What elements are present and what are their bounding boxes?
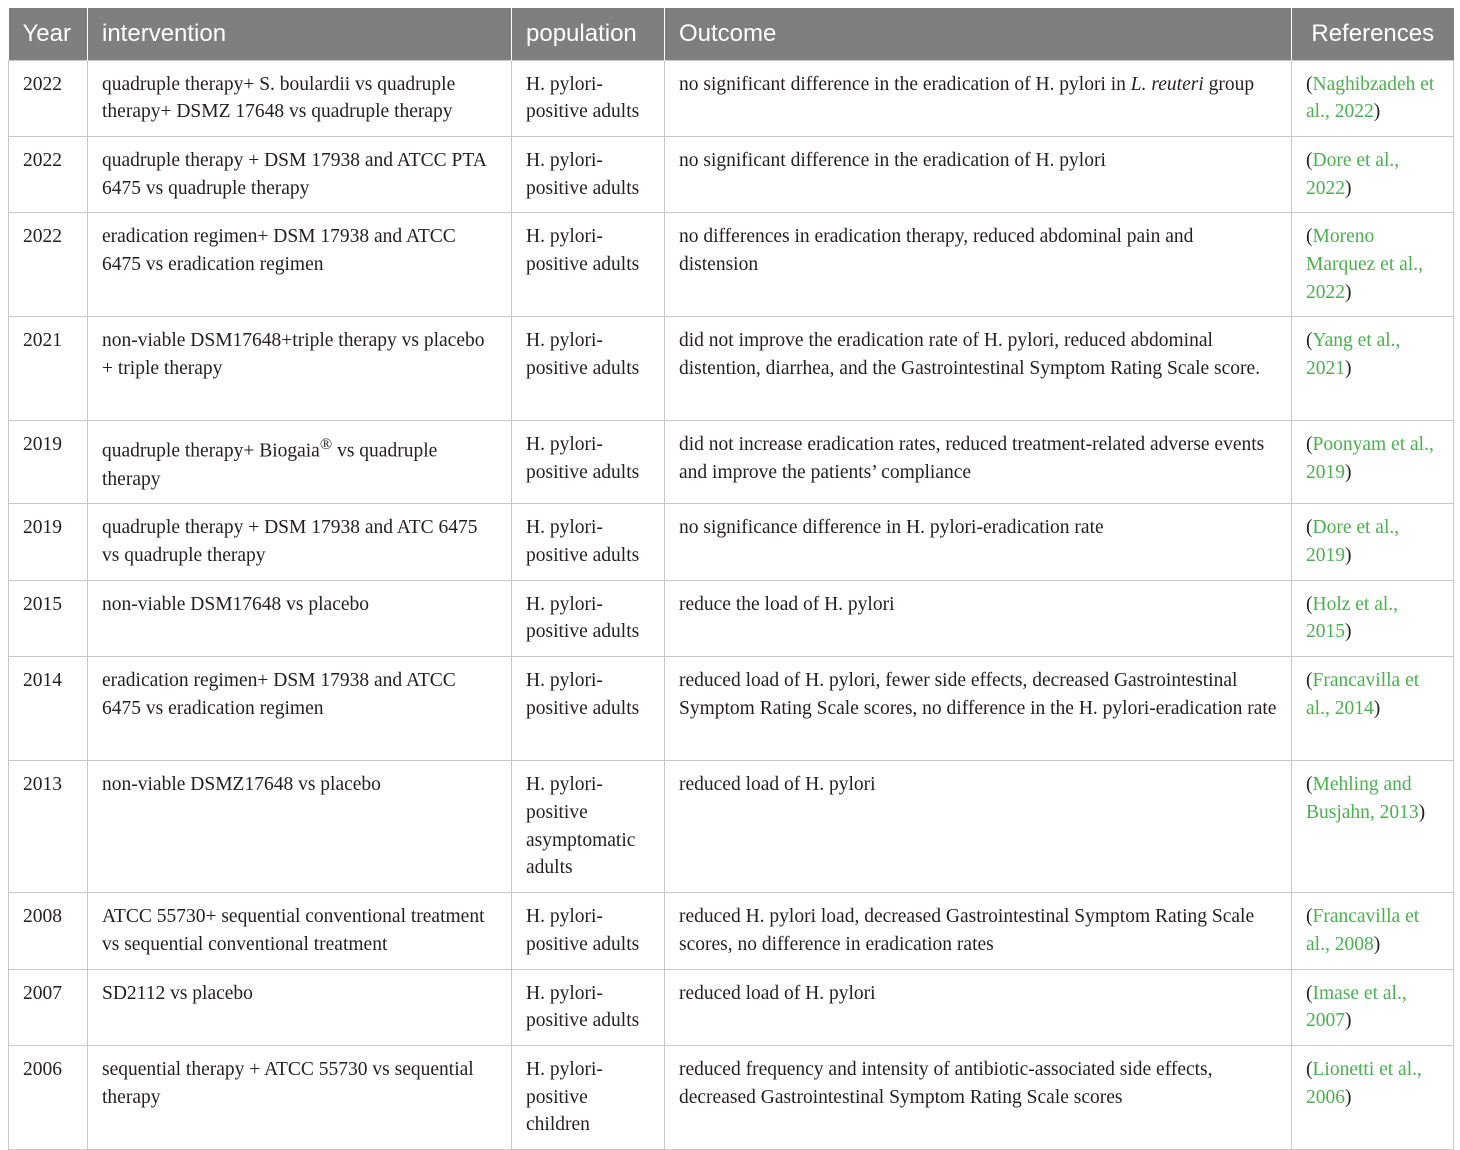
table-row [9, 761, 1454, 893]
outcome-cell [665, 1045, 1292, 1149]
outcome-text: reduced H. pylori load, decreased Gastrointestinal Symptom Rating Scale scores, no difference in eradication rates [679, 906, 1255, 955]
year-cell: 2022 [9, 60, 88, 136]
paren-open: ( [1306, 982, 1313, 1004]
intervention-cell [88, 421, 512, 504]
paren-open: ( [1306, 1058, 1313, 1080]
paren-open: ( [1306, 434, 1313, 456]
year-cell: 2019 [9, 421, 88, 504]
year-cell: 2013 [9, 761, 88, 893]
intervention-cell: eradication regimen+ DSM 17938 and ATCC 6475 vs eradication regimen [88, 213, 512, 317]
reference-link[interactable]: Dore et al., 2019 [1306, 517, 1400, 567]
paren-open: ( [1306, 670, 1313, 692]
year-cell: 2021 [9, 317, 88, 421]
outcome-text: no significant difference in the eradication of H. pylori in [679, 73, 1131, 95]
outcome-text: did not increase eradication rates, reduced treatment-related adverse events and improve the patients’ compliance [679, 434, 1265, 484]
header-year: Year [9, 8, 88, 60]
paren-open: ( [1306, 149, 1313, 171]
reference-link[interactable]: Yang et al., 2021 [1306, 330, 1401, 380]
intervention-cell: quadruple therapy + DSM 17938 and ATCC PTA 6475 vs quadruple therapy [88, 136, 512, 212]
year-cell: 2022 [9, 136, 88, 212]
intervention-cell: non-viable DSMZ17648 vs placebo [88, 761, 512, 893]
table-row [9, 969, 1454, 1045]
reference-cell [1292, 657, 1454, 761]
paren-close: ) [1418, 801, 1426, 823]
paren-close: ) [1345, 1010, 1352, 1032]
table-row [9, 1045, 1454, 1149]
population-cell: H. pylori-positive adults [512, 969, 665, 1045]
intervention-text: quadruple therapy+ Biogaia [102, 440, 320, 462]
paren-close: ) [1345, 545, 1352, 567]
population-cell: H. pylori-positive children [512, 1045, 665, 1149]
reference-cell [1292, 317, 1454, 421]
outcome-text: group [1203, 73, 1255, 95]
paren-close: ) [1373, 697, 1381, 719]
population-cell: H. pylori-positive adults [512, 657, 665, 761]
year-cell: 2022 [9, 213, 88, 317]
paren-open: ( [1306, 226, 1313, 248]
paren-open: ( [1306, 330, 1313, 352]
reference-cell [1292, 1045, 1454, 1149]
intervention-cell: quadruple therapy+ S. boulardii vs quadruple therapy+ DSMZ 17648 vs quadruple therapy [88, 60, 512, 136]
reference-link[interactable]: Francavilla et al., 2014 [1306, 670, 1420, 719]
paren-close: ) [1373, 101, 1381, 123]
population-cell: H. pylori-positive adults [512, 504, 665, 580]
table-row [9, 213, 1454, 317]
reference-link[interactable]: Mehling and Busjahn, 2013 [1306, 774, 1419, 823]
population-cell: H. pylori-positive adults [512, 60, 665, 136]
reference-cell [1292, 136, 1454, 212]
reference-cell [1292, 213, 1454, 317]
header-intervention: intervention [88, 8, 512, 60]
outcome-cell [665, 213, 1292, 317]
outcome-cell [665, 136, 1292, 212]
outcome-text: no significant difference in the eradication of H. pylori [679, 149, 1106, 171]
population-cell: H. pylori-positive adults [512, 421, 665, 504]
paren-close: ) [1345, 281, 1352, 303]
paren-close: ) [1345, 177, 1352, 199]
table-row [9, 421, 1454, 504]
intervention-cell: non-viable DSM17648+triple therapy vs placebo + triple therapy [88, 317, 512, 421]
header-population: population [512, 8, 665, 60]
reference-link[interactable]: Moreno Marquez et al., 2022 [1306, 226, 1423, 303]
population-cell: H. pylori-positive adults [512, 580, 665, 656]
reference-cell [1292, 580, 1454, 656]
paren-open: ( [1306, 593, 1313, 615]
header-references: References [1292, 8, 1454, 60]
outcome-text: no differences in eradication therapy, reduced abdominal pain and distension [679, 226, 1194, 276]
intervention-cell: sequential therapy + ATCC 55730 vs sequential therapy [88, 1045, 512, 1149]
table-row [9, 317, 1454, 421]
population-cell: H. pylori-positive asymptomatic adults [512, 761, 665, 893]
paren-open: ( [1306, 73, 1313, 95]
reference-link[interactable]: Lionetti et al., 2006 [1306, 1058, 1422, 1108]
reference-link[interactable]: Poonyam et al., 2019 [1306, 434, 1434, 484]
table-row [9, 580, 1454, 656]
outcome-cell [665, 657, 1292, 761]
paren-close: ) [1345, 462, 1352, 484]
paren-open: ( [1306, 774, 1313, 796]
reference-cell [1292, 893, 1454, 969]
table-row [9, 136, 1454, 212]
reference-link[interactable]: Holz et al., 2015 [1306, 593, 1399, 643]
intervention-cell: eradication regimen+ DSM 17938 and ATCC 6475 vs eradication regimen [88, 657, 512, 761]
reference-cell [1292, 969, 1454, 1045]
header-row [9, 8, 1454, 60]
outcome-cell [665, 761, 1292, 893]
outcome-cell [665, 317, 1292, 421]
year-cell: 2006 [9, 1045, 88, 1149]
population-cell: H. pylori-positive adults [512, 893, 665, 969]
intervention-cell: ATCC 55730+ sequential conventional treatment vs sequential conventional treatment [88, 893, 512, 969]
registered-mark: ® [319, 435, 333, 454]
paren-close: ) [1373, 933, 1381, 955]
reference-cell [1292, 60, 1454, 136]
intervention-cell: quadruple therapy + DSM 17938 and ATC 6475 vs quadruple therapy [88, 504, 512, 580]
table-row [9, 60, 1454, 136]
outcome-cell [665, 504, 1292, 580]
reference-link[interactable]: Dore et al., 2022 [1306, 149, 1400, 199]
outcome-text: no significance difference in H. pylori-eradication rate [679, 517, 1104, 539]
population-cell: H. pylori-positive adults [512, 213, 665, 317]
table-row [9, 504, 1454, 580]
intervention-cell: non-viable DSM17648 vs placebo [88, 580, 512, 656]
year-cell: 2008 [9, 893, 88, 969]
reference-cell [1292, 761, 1454, 893]
reference-link[interactable]: Naghibzadeh et al., 2022 [1306, 73, 1435, 123]
year-cell: 2007 [9, 969, 88, 1045]
outcome-cell [665, 893, 1292, 969]
year-cell: 2015 [9, 580, 88, 656]
outcome-cell [665, 580, 1292, 656]
paren-open: ( [1306, 906, 1313, 928]
reference-cell [1292, 421, 1454, 504]
reference-link[interactable]: Francavilla et al., 2008 [1306, 906, 1420, 955]
outcome-cell [665, 60, 1292, 136]
intervention-cell: SD2112 vs placebo [88, 969, 512, 1045]
species-name: L. reuteri [1130, 73, 1204, 95]
header-outcome: Outcome [665, 8, 1292, 60]
intervention-text: vs quadruple therapy [102, 440, 438, 490]
paren-close: ) [1345, 358, 1352, 380]
population-cell: H. pylori-positive adults [512, 136, 665, 212]
table-row [9, 657, 1454, 761]
reference-link[interactable]: Imase et al., 2007 [1306, 982, 1407, 1032]
outcome-text: reduce the load of H. pylori [679, 593, 895, 615]
paren-close: ) [1345, 621, 1352, 643]
outcome-cell [665, 421, 1292, 504]
table-row [9, 893, 1454, 969]
year-cell: 2014 [9, 657, 88, 761]
outcome-text: did not improve the eradication rate of H. pylori, reduced abdominal distention, diarrhea, and the Gastrointestinal Symptom Rating Scale score. [679, 330, 1261, 380]
population-cell: H. pylori-positive adults [512, 317, 665, 421]
year-cell: 2019 [9, 504, 88, 580]
outcome-text: reduced load of H. pylori [679, 774, 876, 796]
paren-close: ) [1345, 1086, 1352, 1108]
outcome-cell [665, 969, 1292, 1045]
studies-table [8, 8, 1454, 1150]
paren-open: ( [1306, 517, 1313, 539]
outcome-text: reduced load of H. pylori, fewer side effects, decreased Gastrointestinal Symptom Rating Scale scores, no difference in the H. pylori-eradication rate [679, 670, 1277, 719]
outcome-text: reduced frequency and intensity of antibiotic-associated side effects, decreased Gastrointestinal Symptom Rating Scale scores [679, 1058, 1213, 1108]
reference-cell [1292, 504, 1454, 580]
outcome-text: reduced load of H. pylori [679, 982, 876, 1004]
